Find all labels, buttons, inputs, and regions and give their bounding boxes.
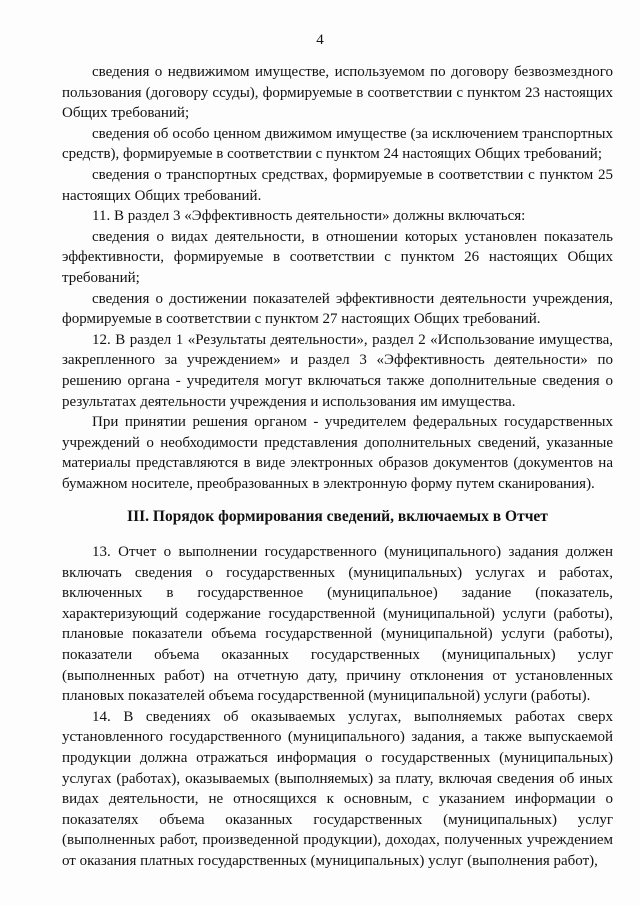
paragraph-movable-property: сведения об особо ценном движимом имуществе (за исключением транспортных средств), формируемые в соответствии с пунктом 24 настоящих Общих требований; [62,125,613,163]
page-number: 4 [316,32,324,48]
paragraph-efficiency-indicators: сведения о достижении показателей эффективности деятельности учреждения, формируемые в соответствии с пунктом 27 настоящих Общих требований. [62,290,613,328]
paragraph-item-13: 13. Отчет о выполнении государственного (муниципального) задания должен включать сведения о государственных (муниципальных) услугах и работах, включенных в государственное (муниципальное) задание (показатель, характеризующий содержание государственной (муниципальной) услуги (работы), плановые показатели объема государственной (муниципальной) услуги (работы), показатели объема оказанных государственных (муниципальных) услуг (выполненных работ) на отчетную дату, причину отклонения от установленных плановых показателей объема государственной (муниципальной) услуги (работы). [62,544,613,705]
paragraph-item-11: 11. В раздел 3 «Эффективность деятельности» должны включаться: [92,208,526,225]
paragraph-item-12: 12. В раздел 1 «Результаты деятельности», раздел 2 «Использование имущества, закрепленного за учреждением» и раздел 3 «Эффективность деятельности» по решению органа - учредителя могут включаться также дополнительные сведения о результатах деятельности учреждения и использования им имущества. [62,331,613,410]
paragraph-vehicles: сведения о транспортных средствах, формируемые в соответствии с пунктом 25 настоящих Общих требований. [62,166,613,204]
paragraph-immovable-property: сведения о недвижимом имуществе, используемом по договору безвозмездного пользования (договору ссуды), формируемые в соответствии с пунктом 23 настоящих Общих требований; [62,64,613,122]
paragraph-additional-info: При принятии решения органом - учредителем федеральных государственных учреждений о необходимости представления дополнительных сведений, указанные материалы представляются в виде электронных образов документов (документов на бумажном носителе, преобразованных в электронную форму путем сканирования). [62,414,613,492]
paragraph-activity-types: сведения о видах деятельности, в отношении которых установлен показатель эффективности, формируемые в соответствии с пунктом 26 настоящих Общих требований; [62,228,613,286]
document-body [62,62,613,872]
paragraph-item-14: 14. В сведениях об оказываемых услугах, выполняемых работах сверх установленного государственного (муниципального) задания, а также выпускаемой продукции должна отражаться информация о государственных (муниципальных) услугах (работах), оказываемых (выполняемых) за плату, включая сведения об иных видах деятельности, не относящихся к основным, с указанием информации о показателях объема оказанных государственных (муниципальных) услуг (выполненных работ, произведенной продукции), доходах, полученных учреждением от оказания платных государственных (муниципальных) услуг (выполнения работ), [62,708,613,869]
section-heading: III. Порядок формирования сведений, включаемых в Отчет [127,508,548,526]
